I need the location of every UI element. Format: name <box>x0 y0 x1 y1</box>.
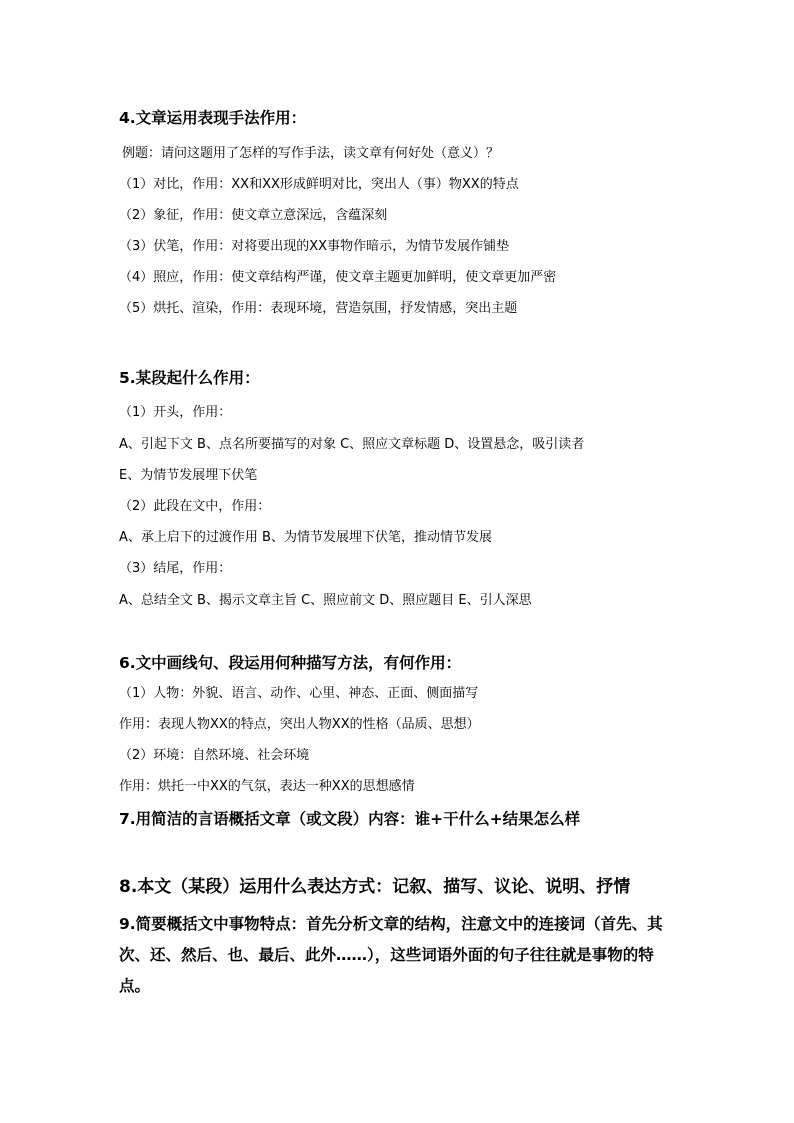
section-4-item-5: （5）烘托、渲染，作用：表现环境，营造氛围，抒发情感，突出主题 <box>119 301 518 316</box>
section-5-line-7: A、总结全文 B、揭示文章主旨 C、照应前文 D、照应题目 E、引人深思 <box>119 593 532 608</box>
section-4-item-1: （1）对比，作用：XX和XX形成鲜明对比，突出人（事）物XX的特点 <box>119 177 519 192</box>
section-4-item-4: （4）照应，作用：使文章结构严谨，使文章主题更加鲜明，使文章更加严密 <box>119 270 557 285</box>
section-4-heading: 4.文章运用表现手法作用： <box>119 109 307 127</box>
section-5-line-1: （1）开头，作用： <box>119 405 232 420</box>
section-4-item-3: （3）伏笔，作用：对将要出现的XX事物作暗示，为情节发展作铺垫 <box>119 239 510 254</box>
section-9-paragraph: 9.简要概括文中事物特点：首先分析文章的结构，注意文中的连接词（首先、其次、还、然后、也、最后、此外……），这些词语外面的句子往往就是事物的特点。 <box>119 915 663 995</box>
section-5-line-4: （2）此段在文中，作用： <box>119 499 271 514</box>
section-5-line-6: （3）结尾，作用： <box>119 561 232 576</box>
section-6-line-3: （2）环境：自然环境、社会环境 <box>119 748 310 763</box>
section-6-line-2: 作用：表现人物XX的特点，突出人物XX的性格（品质、思想） <box>119 717 480 732</box>
section-5-heading: 5.某段起什么作用： <box>119 369 260 387</box>
section-5-line-3: E、为情节发展埋下伏笔 <box>119 468 258 483</box>
section-6-line-1: （1）人物：外貌、语言、动作、心里、神态、正面、侧面描写 <box>119 686 479 701</box>
section-4-item-2: （2）象征，作用：使文章立意深远，含蕴深刻 <box>119 208 388 223</box>
section-5-line-2: A、引起下文 B、点名所要描写的对象 C、照应文章标题 D、设置悬念，吸引读者 <box>119 437 585 452</box>
section-8-heading: 8.本文（某段）运用什么表达方式：记叙、描写、议论、说明、抒情 <box>119 877 631 897</box>
section-5-line-5: A、承上启下的过渡作用 B、为情节发展埋下伏笔，推动情节发展 <box>119 530 492 545</box>
section-6-heading: 6.文中画线句、段运用何种描写方法，有何作用： <box>119 654 462 672</box>
section-6-line-4: 作用：烘托一中XX的气氛，表达一种XX的思想感情 <box>119 779 415 794</box>
section-4-example: 例题：请问这题用了怎样的写作手法，读文章有何好处（意义）？ <box>122 146 500 161</box>
section-7-heading: 7.用简洁的言语概括文章（或文段）内容：谁+干什么+结果怎么样 <box>119 810 581 828</box>
